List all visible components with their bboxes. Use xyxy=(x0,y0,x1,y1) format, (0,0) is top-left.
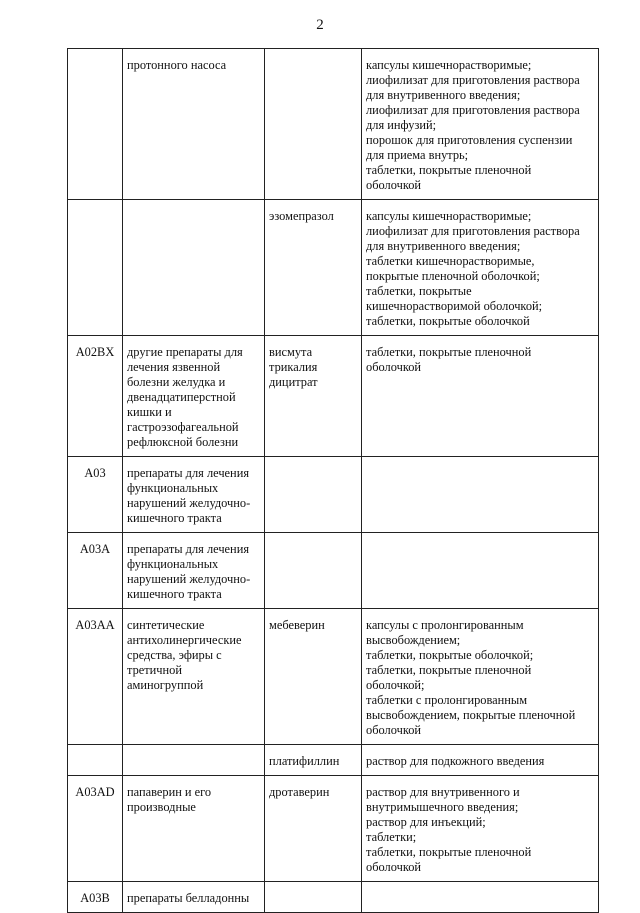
cell-text-line: таблетки, покрытые оболочкой; xyxy=(366,648,534,662)
page-number: 2 xyxy=(316,17,324,33)
cell-text-line: раствор для внутривенного и xyxy=(366,785,520,799)
cell-text-line: функциональных xyxy=(127,481,219,495)
cell-text-line: таблетки с пролонгированным xyxy=(366,693,528,707)
drug-name-cell xyxy=(265,882,362,913)
cell-text-line: кишечного тракта xyxy=(127,587,222,601)
table-row xyxy=(68,457,599,533)
cell-text-line: лиофилизат для приготовления раствора xyxy=(366,103,580,117)
cell-text-line: препараты для лечения xyxy=(127,542,250,556)
cell-text-line: дицитрат xyxy=(269,375,318,389)
atc-code-cell xyxy=(68,49,123,200)
cell-text-line: препараты для лечения xyxy=(127,466,250,480)
table-row xyxy=(68,745,599,776)
dosage-form-cell xyxy=(362,776,599,882)
cell-text-line: висмута xyxy=(269,345,313,359)
cell-text-line: высвобождением; xyxy=(366,633,461,647)
dosage-form-cell xyxy=(362,200,599,336)
anatomical-group-cell xyxy=(123,776,265,882)
cell-text-line: папаверин и его xyxy=(127,785,212,799)
cell-text-line: рефлюксной болезни xyxy=(127,435,239,449)
table-row xyxy=(68,200,599,336)
cell-text-line: капсулы кишечнорастворимые; xyxy=(366,58,532,72)
dosage-form-cell xyxy=(362,533,599,609)
cell-text-line: таблетки, покрытые пленочной xyxy=(366,163,532,177)
cell-text-line: для инфузий; xyxy=(366,118,437,132)
anatomical-group-cell xyxy=(123,609,265,745)
atc-code-cell: A02BX xyxy=(68,336,123,457)
anatomical-group-cell xyxy=(123,457,265,533)
cell-text-line: раствор для инъекций; xyxy=(366,815,486,829)
cell-text-line: препараты белладонны xyxy=(127,891,250,905)
cell-text-line: дротаверин xyxy=(269,785,330,799)
anatomical-group-cell xyxy=(123,336,265,457)
cell-text-line: болезни желудка и xyxy=(127,375,226,389)
cell-text-line: оболочкой; xyxy=(366,678,425,692)
cell-text-line: для внутривенного введения; xyxy=(366,88,521,102)
cell-text-line: производные xyxy=(127,800,196,814)
cell-text-line: таблетки, покрытые пленочной xyxy=(366,345,532,359)
cell-text-line: раствор для подкожного введения xyxy=(366,754,545,768)
cell-text-line: капсулы с пролонгированным xyxy=(366,618,524,632)
anatomical-group-cell xyxy=(123,745,265,776)
cell-text-line: антихолинергические xyxy=(127,633,242,647)
atc-code-cell xyxy=(68,200,123,336)
cell-text-line: эзомепразол xyxy=(269,209,334,223)
cell-text-line: кишечнорастворимой оболочкой; xyxy=(366,299,543,313)
cell-text-line: оболочкой xyxy=(366,860,422,874)
dosage-form-cell xyxy=(362,49,599,200)
cell-text-line: мебеверин xyxy=(269,618,325,632)
cell-text-line: лиофилизат для приготовления раствора xyxy=(366,73,580,87)
drug-name-cell xyxy=(265,200,362,336)
cell-text-line: лиофилизат для приготовления раствора xyxy=(366,224,580,238)
anatomical-group-cell xyxy=(123,49,265,200)
table-body xyxy=(68,49,599,913)
cell-text-line: средства, эфиры с xyxy=(127,648,222,662)
anatomical-group-cell xyxy=(123,200,265,336)
cell-text-line: нарушений желудочно- xyxy=(127,572,251,586)
cell-text-line: порошок для приготовления суспензии xyxy=(366,133,573,147)
cell-text-line: таблетки, покрытые пленочной xyxy=(366,663,532,677)
atc-code-cell: A03A xyxy=(68,533,123,609)
atc-code-cell xyxy=(68,745,123,776)
drug-name-cell xyxy=(265,49,362,200)
cell-text-line: двенадцатиперстной xyxy=(127,390,236,404)
table-row xyxy=(68,776,599,882)
atc-code-cell: A03AD xyxy=(68,776,123,882)
cell-text-line: третичной xyxy=(127,663,182,677)
anatomical-group-cell xyxy=(123,533,265,609)
cell-text-line: оболочкой xyxy=(366,360,422,374)
cell-text-line: оболочкой xyxy=(366,723,422,737)
table-row xyxy=(68,533,599,609)
atc-code-cell: A03AA xyxy=(68,609,123,745)
cell-text-line: платифиллин xyxy=(269,754,340,768)
cell-text-line: для внутривенного введения; xyxy=(366,239,521,253)
dosage-form-cell xyxy=(362,882,599,913)
drug-name-cell xyxy=(265,457,362,533)
table-row xyxy=(68,336,599,457)
atc-code-cell: A03B xyxy=(68,882,123,913)
drug-name-cell xyxy=(265,533,362,609)
cell-text-line: кишечного тракта xyxy=(127,511,222,525)
cell-text-line: внутримышечного введения; xyxy=(366,800,519,814)
cell-text-line: высвобождением, покрытые пленочной xyxy=(366,708,576,722)
drug-name-cell xyxy=(265,745,362,776)
cell-text-line: нарушений желудочно- xyxy=(127,496,251,510)
dosage-form-cell xyxy=(362,745,599,776)
table-row xyxy=(68,882,599,913)
cell-text-line: капсулы кишечнорастворимые; xyxy=(366,209,532,223)
cell-text-line: трикалия xyxy=(269,360,318,374)
dosage-form-cell xyxy=(362,609,599,745)
drug-classification-table xyxy=(67,48,599,913)
cell-text-line: другие препараты для xyxy=(127,345,243,359)
cell-text-line: аминогруппой xyxy=(127,678,204,692)
cell-text-line: гастроэзофагеальной xyxy=(127,420,239,434)
dosage-form-cell xyxy=(362,457,599,533)
drug-name-cell xyxy=(265,776,362,882)
table-row xyxy=(68,49,599,200)
cell-text-line: кишки и xyxy=(127,405,172,419)
cell-text-line: таблетки; xyxy=(366,830,417,844)
cell-text-line: синтетические xyxy=(127,618,205,632)
cell-text-line: функциональных xyxy=(127,557,219,571)
drug-name-cell xyxy=(265,609,362,745)
cell-text-line: покрытые пленочной оболочкой; xyxy=(366,269,540,283)
drug-name-cell xyxy=(265,336,362,457)
cell-text-line: таблетки кишечнорастворимые, xyxy=(366,254,535,268)
cell-text-line: для приема внутрь; xyxy=(366,148,469,162)
cell-text-line: таблетки, покрытые xyxy=(366,284,472,298)
dosage-form-cell xyxy=(362,336,599,457)
cell-text-line: таблетки, покрытые оболочкой xyxy=(366,314,530,328)
cell-text-line: таблетки, покрытые пленочной xyxy=(366,845,532,859)
cell-text-line: протонного насоса xyxy=(127,58,227,72)
anatomical-group-cell xyxy=(123,882,265,913)
cell-text-line: оболочкой xyxy=(366,178,422,192)
cell-text-line: лечения язвенной xyxy=(127,360,221,374)
table-row xyxy=(68,609,599,745)
atc-code-cell: A03 xyxy=(68,457,123,533)
